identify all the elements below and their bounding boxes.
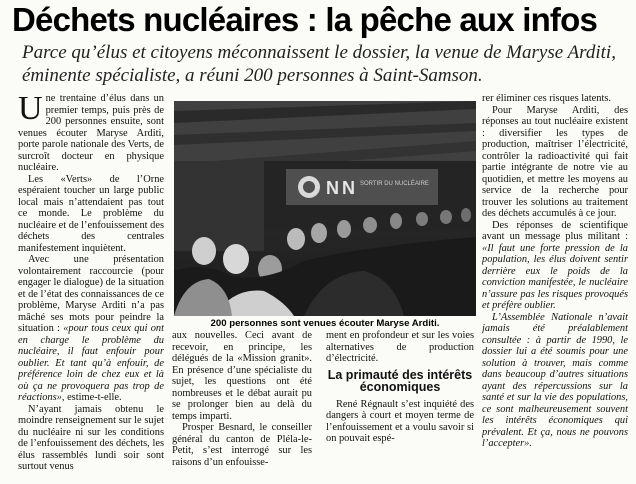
quote-text: : à partir de 1990, le dossier lui a été soumis pour une solution à trouver, mais comme dans beaucoup d’autres situations ayant des répercussions sur la santé et sur la vie des populations, ce sont malheureusement souvent les intérêts économiques qui prévalent. Et ça, nous ne pouvons l’accepter». [482,334,628,449]
paragraph: ment en profondeur et sur les voies alternatives de production d’électricité. [326,330,474,364]
paragraph: Prosper Besnard, le conseiller général du canton de Pléla-le-Petit, s’est interrogé sur les raisons d’un enfouisse- [172,422,312,468]
quote-text: L’Assemblée Nationale n’avait jamais été préalablement consultée [482,311,628,346]
article-column-4 [482,93,628,483]
paragraph: Les «Verts» de l’Orne espéraient toucher un large public local mais n’attendaient pas tout ce monde. Le problème du nucléaire et de l’enfouissement des déchets des centrales manifestement inquiètent. [18,173,164,254]
paragraph: Pour Maryse Arditi, des réponses au tout nucléaire existent : diversifier les types de production, maîtriser l’électricité, contrôler la radioactivité qui fait partie intégrante de notre vie au quotidien, et mettre les moyens au service de la recherche pour trouver les solutions au traitement des déchets accumulés à ce jour. [482,104,628,219]
article-column-3 [326,330,474,484]
paragraph [18,254,164,404]
article-column-1 [18,93,164,483]
paragraph: N’ayant jamais obtenu le moindre renseignement sur le sujet du nucléaire ni sur les conditions de l’enfouissement des déchets, les élus rassemblés lundi soir sont surtout venus [18,403,164,472]
photo-illustration [174,101,476,316]
article-column-2 [172,330,312,484]
paragraph: rer éliminer ces risques latents. [482,93,611,104]
banner-text: SORTIR DU NUCLÉAIRE [360,181,429,187]
paragraph-text: Des réponses de scientifique avant un message plus militant : [482,219,628,242]
paragraph: René Régnault s’est inquiété des dangers à court et moyen terme de l’enfouissement et a voulu savoir si on pouvait espé- [326,398,474,444]
paragraph [482,220,628,312]
paragraph: aux nouvelles. Ceci avant de recevoir, en principe, les délégués de la «Mission granit». En présence d’une spécialiste du sujet, les questions ont été nombreuses et le débat aurait pu se prolonger bien au delà du temps imparti. [172,330,312,422]
paragraph-text: Avec une présentation volontairement raccourcie (pour engager le dialogue) de la situation et de l’état des connaissances de ce problème, Maryse Arditi n’a pas mâché ses mots pour peindre la situation : [18,254,164,334]
quote-text: «Il faut une forte pression de la population, les élus doivent sentir derrière eux le poids de la conviction manifestée, le nucléaire n’assure pas les risques provoqués et préfère oublier. [482,242,628,311]
paragraph [482,312,628,450]
svg-text:N: N [326,178,339,198]
quote-text: «pour tous ceux qui ont en charge le problème du nucléaire, il faut enfouir pour oublier. Et tant qu’à enfouir, de préférence loin de chez eux et là où ça ne provoquera pas trop de réactions» [18,323,164,403]
paragraph-text: , estime-t-elle. [61,392,122,403]
section-subhead: La primauté des intérêts économiques [327,367,473,394]
drop-cap: U [18,93,43,127]
paragraph-text: ne trentaine d’élus dans un premier temps, puis près de 200 personnes ensuite, sont venues écouter Maryse Arditi, porte parole nationale des Verts, de surcroît docteur en physique nucléaire. [18,93,164,173]
audience-photo [174,101,476,316]
paragraph [18,93,164,174]
headline: Déchets nucléaires : la pêche aux infos [12,1,598,38]
photo-caption: 200 personnes sont venues écouter Maryse Arditi. [210,318,440,329]
svg-text:N: N [342,178,355,198]
deck-subtitle: Parce qu’élus et citoyens méconnaissent le dossier, la venue de Maryse Arditi, éminente spécialiste, a réuni 200 personnes à Saint-Samson. [22,42,616,86]
